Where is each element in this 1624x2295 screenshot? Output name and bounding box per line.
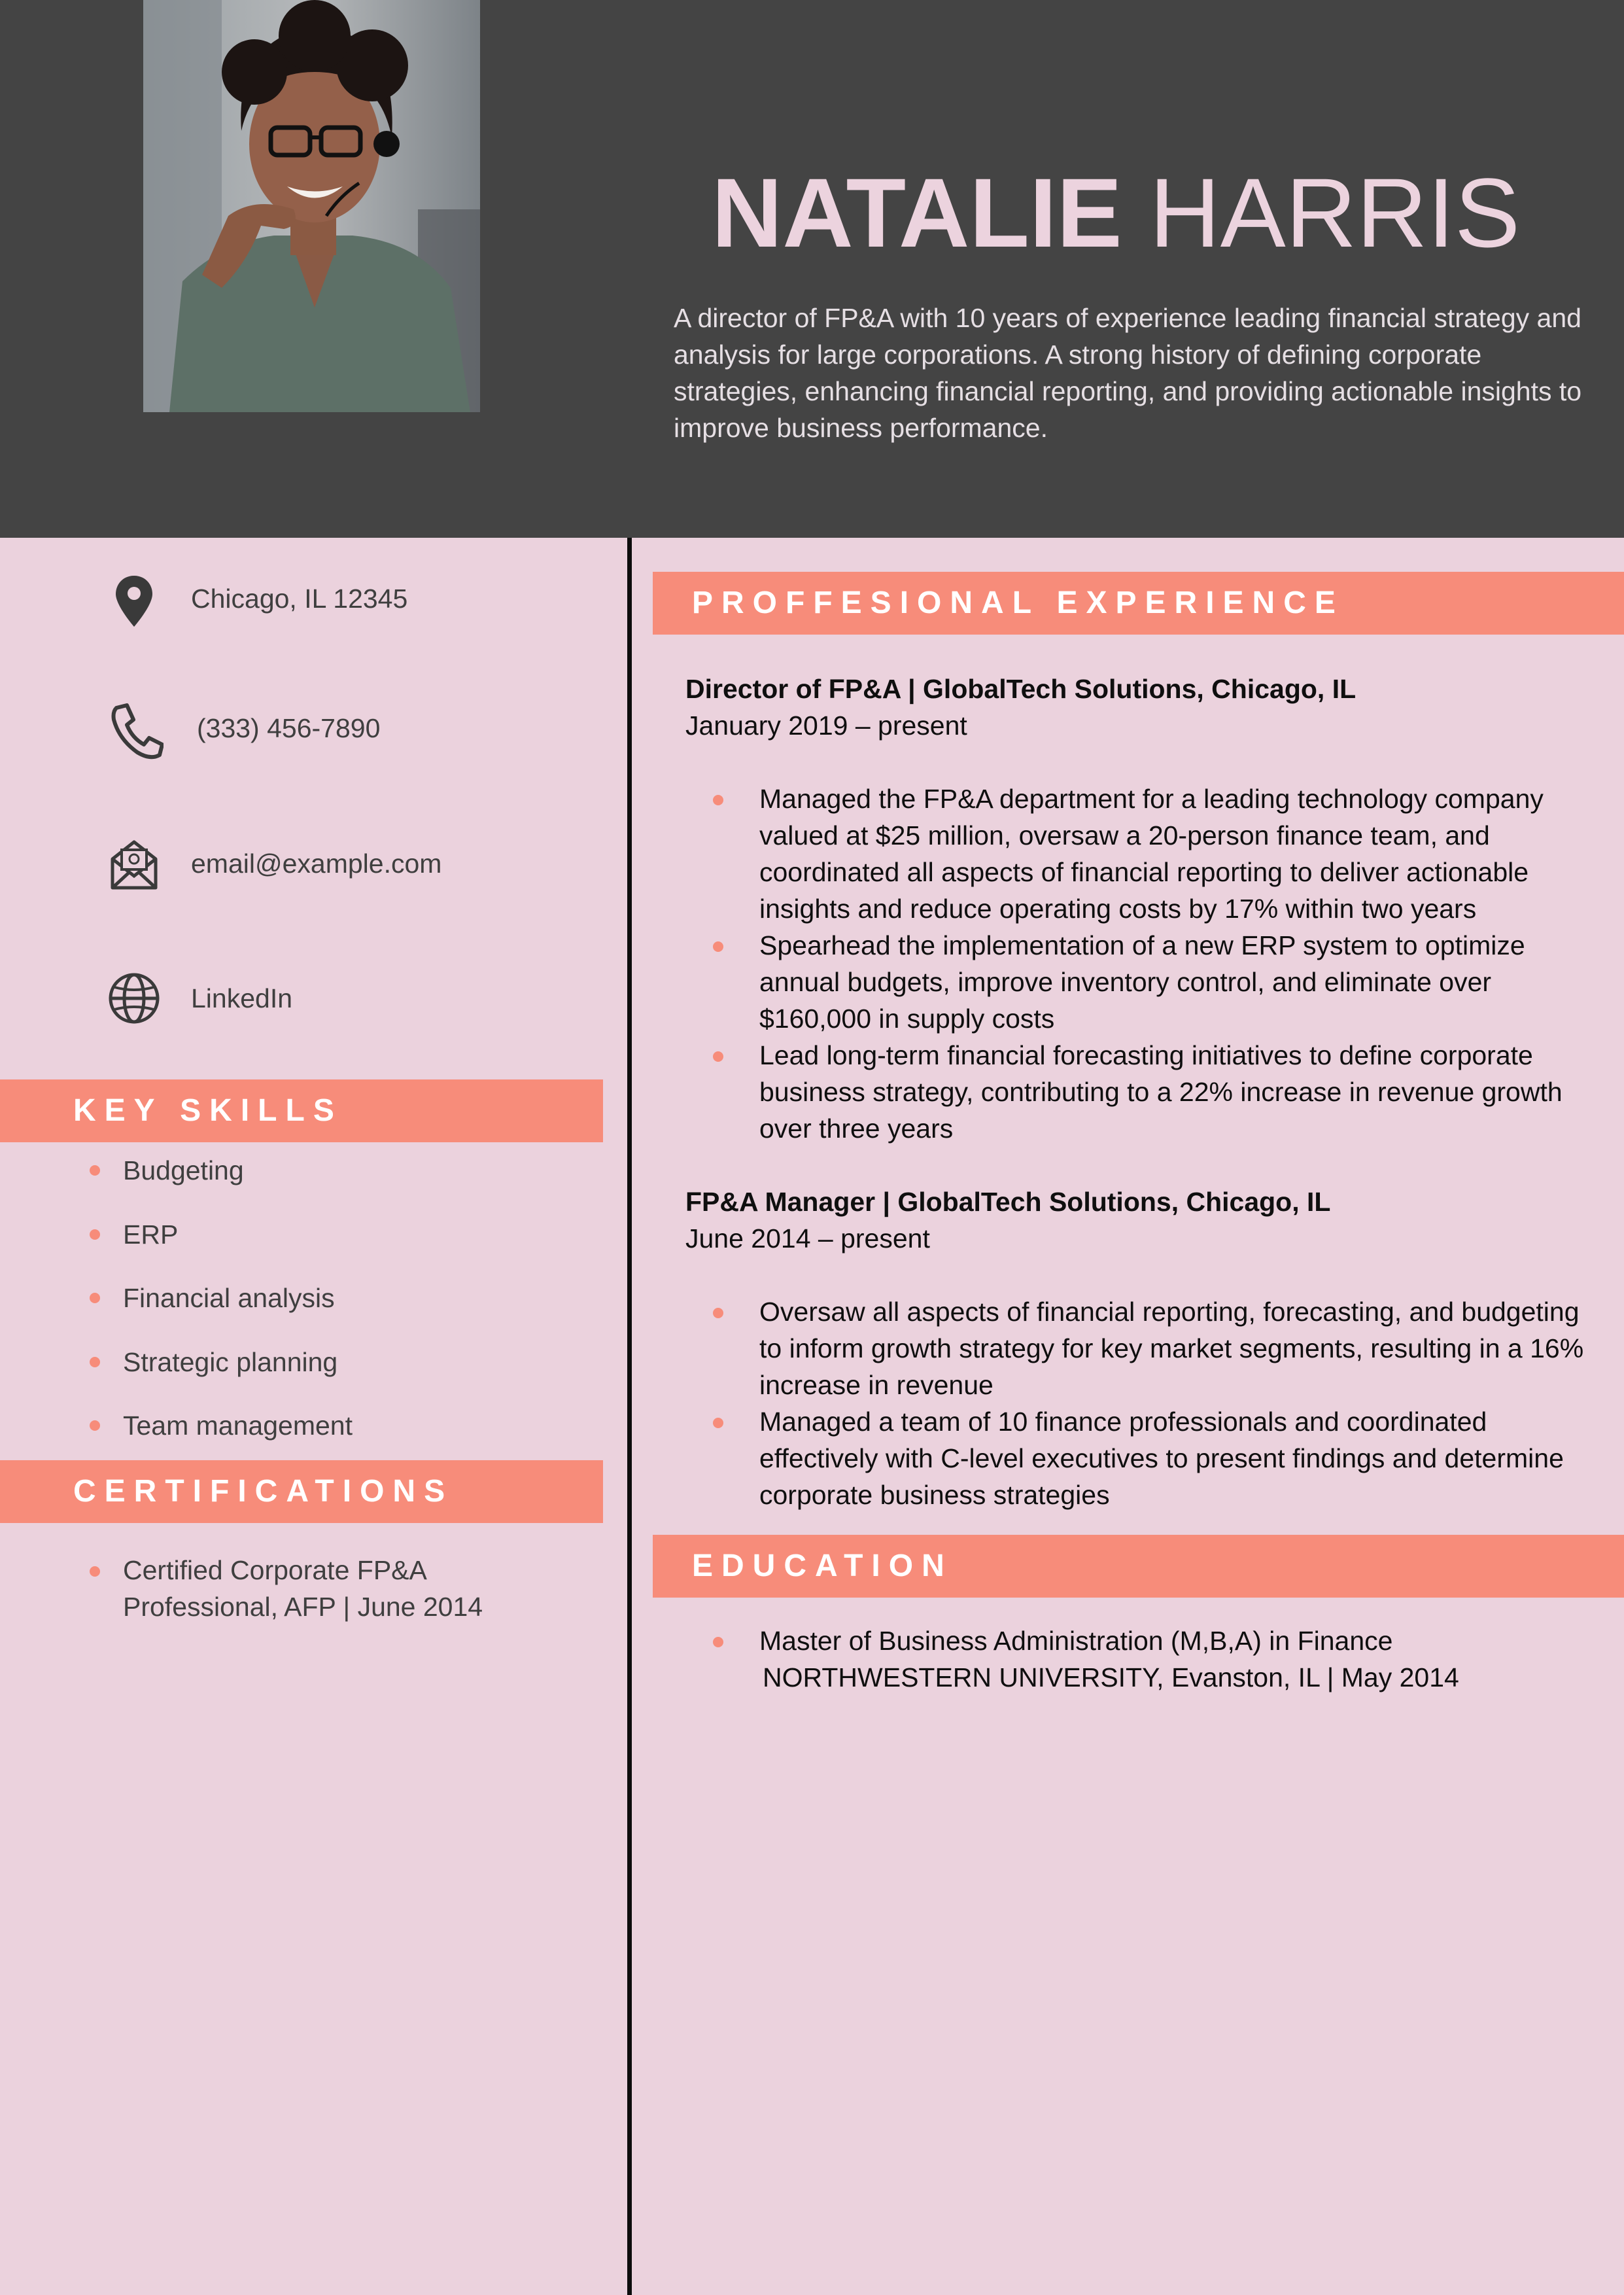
certification-line-1: Certified Corporate FP&A: [123, 1555, 427, 1585]
education-heading: EDUCATION: [653, 1535, 1624, 1598]
contact-linkedin: [0, 962, 615, 1034]
phone-icon: [105, 692, 164, 764]
skill-item: [0, 1266, 589, 1330]
skill-text: ERP: [123, 1219, 179, 1250]
key-skills-heading: KEY SKILLS: [0, 1079, 603, 1142]
list-item: [685, 1037, 1608, 1147]
profile-summary: A director of FP&A with 10 years of experience leading financial strategy and analysis for large corporations. A strong history of defining corporate strategies, enhancing financial reporting, and providing actionable insights to improve business performance.: [674, 303, 1582, 443]
certification-line-2: Professional, AFP | June 2014: [123, 1592, 483, 1622]
skill-item: [0, 1393, 589, 1458]
skill-text: Budgeting: [123, 1155, 244, 1185]
list-item: [685, 780, 1608, 927]
list-item: [685, 1293, 1608, 1403]
skill-text: Financial analysis: [123, 1283, 335, 1313]
bullet-dot: [713, 1308, 723, 1318]
candidate-name: [712, 158, 1521, 268]
bullet-dot: [90, 1420, 100, 1431]
job-dates: June 2014 – present: [685, 1223, 930, 1253]
bullet-dot: [90, 1357, 100, 1367]
job-title: FP&A Manager | GlobalTech Solutions, Chicago, IL: [685, 1187, 1331, 1217]
job-bullets: [685, 780, 1608, 1147]
bullet-dot: [90, 1566, 100, 1577]
job-bullets: [685, 1293, 1608, 1513]
globe-icon: [105, 962, 164, 1034]
job-title: Director of FP&A | GlobalTech Solutions, Chicago, IL: [685, 674, 1356, 704]
skill-item: [0, 1202, 589, 1267]
skill-item: [0, 1330, 589, 1394]
contact-email: [0, 828, 615, 900]
first-name: NATALIE: [712, 158, 1122, 268]
bullet-dot: [713, 1637, 723, 1647]
job-dates: January 2019 – present: [685, 710, 967, 741]
school-text: NORTHWESTERN UNIVERSITY, Evanston, IL | May 2014: [763, 1662, 1459, 1692]
email-text[interactable]: email@example.com: [191, 849, 442, 879]
bullet-dot: [90, 1293, 100, 1303]
location-pin-icon: [105, 563, 164, 635]
bullet-text: Managed a team of 10 finance professionals and coordinated effectively with C-level executives to present findings and determine corporate business strategies: [759, 1407, 1564, 1510]
bullet-dot: [90, 1165, 100, 1176]
certifications-heading: CERTIFICATIONS: [0, 1460, 603, 1523]
degree-text: Master of Business Administration (M,B,A) in Finance: [759, 1626, 1393, 1656]
skill-text: Team management: [123, 1410, 353, 1441]
skill-text: Strategic planning: [123, 1347, 338, 1377]
linkedin-text[interactable]: LinkedIn: [191, 983, 293, 1013]
list-item: [685, 1403, 1608, 1513]
bullet-dot: [713, 941, 723, 952]
skill-item: [0, 1138, 589, 1202]
bullet-dot: [713, 1418, 723, 1428]
bullet-text: Oversaw all aspects of financial reporting, forecasting, and budgeting to inform growth strategy for key market segments, resulting in a 16% increase in revenue: [759, 1297, 1584, 1400]
bullet-text: Spearhead the implementation of a new ERP system to optimize annual budgets, improve inventory control, and eliminate over $160,000 in supply costs: [759, 930, 1525, 1034]
header-band: [0, 0, 1624, 538]
contact-phone: [0, 692, 615, 764]
email-icon: [105, 828, 164, 900]
contact-location: [0, 563, 615, 635]
profile-photo: [143, 0, 480, 412]
bullet-dot: [90, 1229, 100, 1240]
bullet-text: Managed the FP&A department for a leading technology company valued at $25 million, oversaw a 20-person finance team, and coordinated all aspects of financial reporting to deliver actionable insights and reduce operating costs by 17% within two years: [759, 784, 1544, 924]
column-divider: [627, 538, 632, 2295]
phone-text: (333) 456-7890: [197, 713, 381, 743]
bullet-dot: [713, 795, 723, 805]
last-name: HARRIS: [1149, 158, 1521, 268]
location-text: Chicago, IL 12345: [191, 584, 408, 614]
bullet-dot: [713, 1051, 723, 1062]
bullet-text: Lead long-term financial forecasting initiatives to define corporate business strategy, contributing to a 22% increase in revenue growth over three years: [759, 1040, 1563, 1144]
experience-heading: PROFFESIONAL EXPERIENCE: [653, 572, 1624, 635]
list-item: [685, 927, 1608, 1037]
